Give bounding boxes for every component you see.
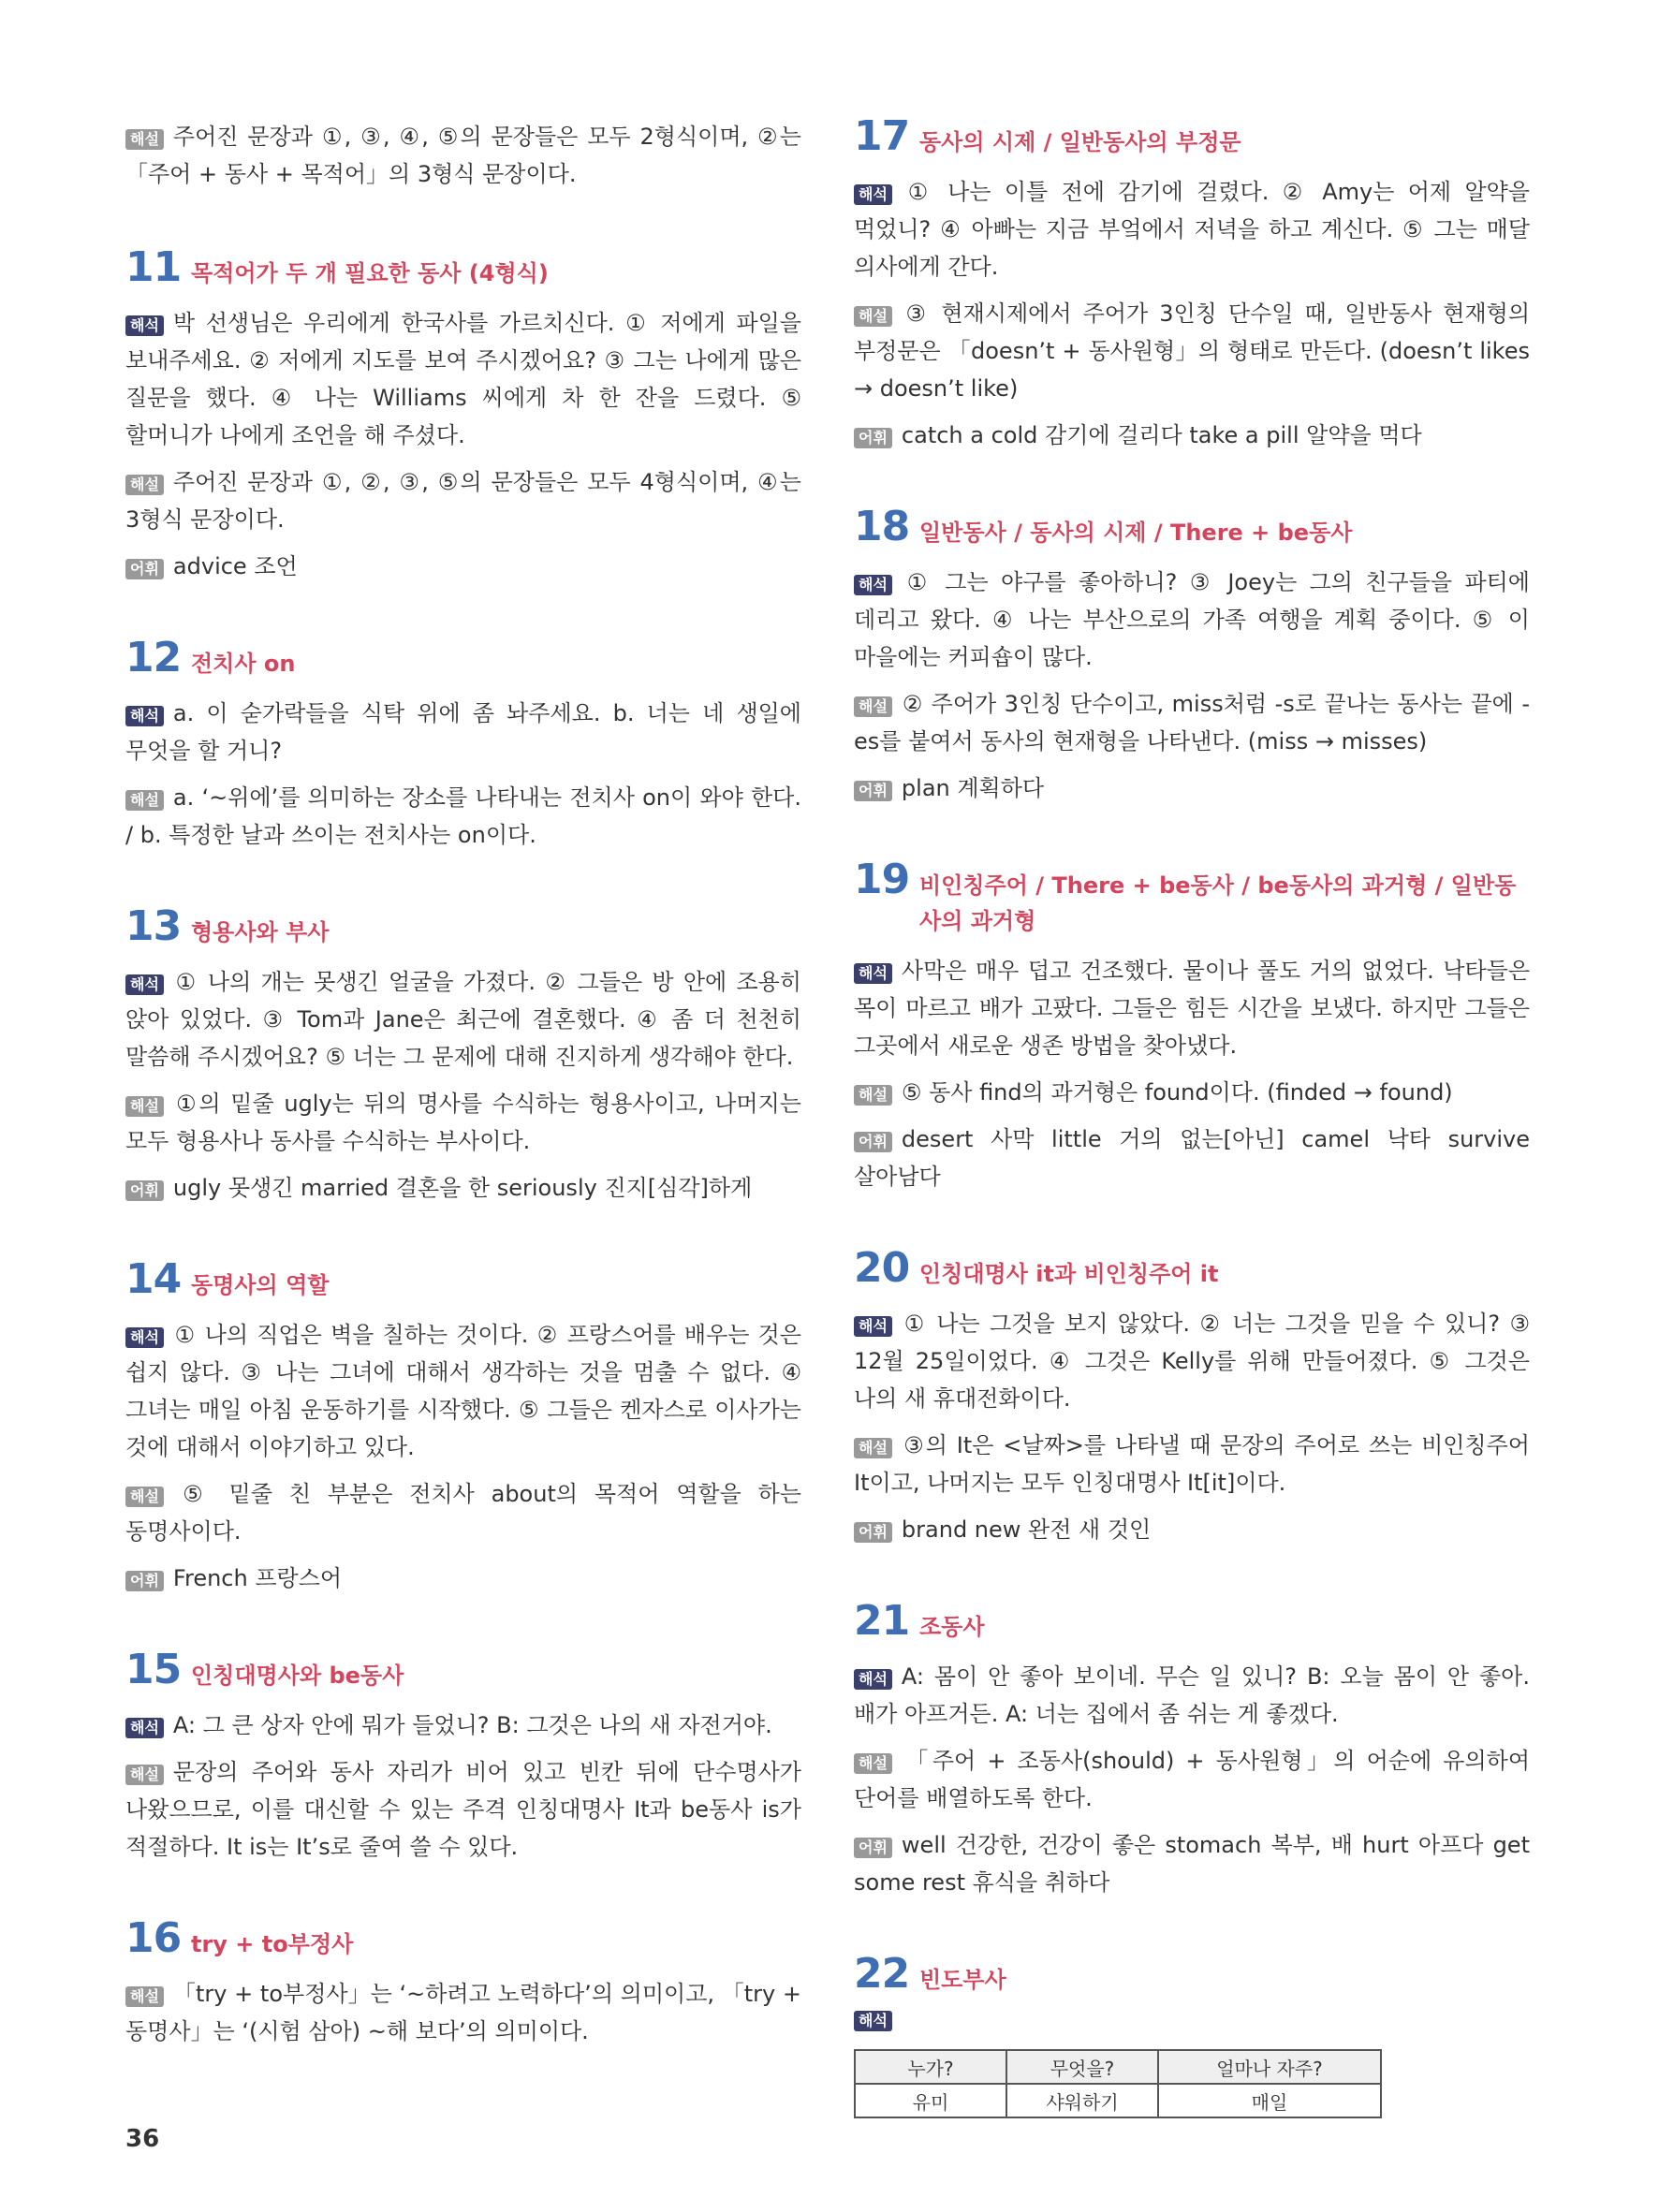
translation: 해석 박 선생님은 우리에게 한국사를 가르치신다. ① 저에게 파일을 보내주세요. ② 저에게 지도를 보여 주시겠어요? ③ 그는 나에게 많은 질문을 했다. ④ 나는 Williams 씨에게 차 한 잔을 드렸다. ⑤ 할머니가 나에게 조언을 해 주셨다. [125, 310, 801, 448]
translation [854, 2011, 1530, 2032]
question-number: 16 [125, 1914, 182, 1962]
section-title: 빈도부사 [919, 1967, 1006, 1993]
frequency-table [854, 2049, 1382, 2118]
section-header [854, 503, 1530, 550]
tag-haeseok: 해석 [125, 1718, 164, 1738]
translation: 해석 ① 나는 이틀 전에 감기에 걸렸다. ② Amy는 어제 알약을 먹었니? ④ 아빠는 지금 부엌에서 저녁을 하고 계신다. ⑤ 그는 매달 의사에게 간다. [854, 179, 1530, 280]
section-19 [854, 856, 1530, 1195]
vocabulary: 어휘 French 프랑스어 [125, 1560, 801, 1597]
explanation: 해설 ⑤ 동사 find의 과거형은 found이다. (finded → found) [854, 1074, 1530, 1111]
tag-eohwi: 어휘 [125, 559, 164, 579]
tag-haeseol: 해설 [854, 306, 892, 327]
explanation: 해설 「주어 + 조동사(should) + 동사원형」의 어순에 유의하여 단어를 배열하도록 한다. [854, 1748, 1530, 1811]
tag-haeseok: 해석 [854, 184, 892, 205]
vocabulary: 어휘 ugly 못생긴 married 결혼을 한 seriously 진지[심각]하게 [125, 1169, 801, 1207]
table-cell: 유미 [855, 2084, 1006, 2117]
tag-haeseol: 해설 [125, 1986, 164, 2007]
section-title: 동사의 시제 / 일반동사의 부정문 [919, 129, 1241, 155]
table-row [855, 2084, 1381, 2117]
explanation: 해설 a. ‘~위에’를 의미하는 장소를 나타내는 전치사 on이 와야 한다. / b. 특정한 날과 쓰이는 전치사는 on이다. [125, 784, 801, 848]
section-header [125, 634, 801, 681]
tag-haeseol: 해설 [125, 790, 164, 811]
tag-eohwi: 어휘 [854, 1132, 892, 1152]
section-11 [125, 243, 801, 585]
section-20 [854, 1244, 1530, 1548]
section-22 [854, 1950, 1530, 2118]
explanation: 해설 주어진 문장과 ①, ②, ③, ⑤의 문장들은 모두 4형식이며, ④는 3형식 문장이다. [125, 469, 801, 533]
section-12 [125, 634, 801, 854]
translation: 해석 a. 이 숟가락들을 식탁 위에 좀 놔주세요. b. 너는 네 생일에 무엇을 할 거니? [125, 700, 801, 764]
section-10-continued [125, 118, 801, 193]
table-header: 얼마나 자주? [1158, 2050, 1381, 2084]
tag-haeseok: 해석 [854, 1669, 892, 1690]
vocabulary: 어휘 well 건강한, 건강이 좋은 stomach 복부, 배 hurt 아프다 get some rest 휴식을 취하다 [854, 1832, 1530, 1896]
explanation: 해설 ③의 It은 <날짜>를 나타낼 때 문장의 주어로 쓰는 비인칭주어 It이고, 나머지는 모두 인칭대명사 It[it]이다. [854, 1432, 1530, 1496]
tag-haeseok: 해석 [854, 2011, 892, 2031]
section-16 [125, 1914, 801, 2050]
section-21 [854, 1597, 1530, 1901]
section-header [854, 1244, 1530, 1292]
right-column [854, 112, 1530, 2171]
explanation: 해설 ⑤ 밑줄 친 부분은 전치사 about의 목적어 역할을 하는 동명사이다. [125, 1481, 801, 1545]
section-header [125, 1646, 801, 1693]
tag-haeseok: 해석 [125, 974, 164, 995]
table-header: 누가? [855, 2050, 1006, 2084]
section-header [125, 1255, 801, 1303]
tag-haeseok: 해석 [854, 1316, 892, 1337]
tag-haeseol: 해설 [125, 1096, 164, 1117]
section-13 [125, 902, 801, 1207]
section-15 [125, 1646, 801, 1866]
section-header [125, 1914, 801, 1962]
explanation: 해설 ② 주어가 3인칭 단수이고, miss처럼 -s로 끝나는 동사는 끝에 -es를 붙여서 동사의 현재형을 나타낸다. (miss → misses) [854, 691, 1530, 754]
tag-eohwi: 어휘 [125, 1180, 164, 1201]
tag-haeseol: 해설 [854, 1753, 892, 1774]
translation: 해석 A: 그 큰 상자 안에 뭐가 들었니? B: 그것은 나의 새 자전거야. [125, 1707, 801, 1744]
explanation: 해설 「try + to부정사」는 ‘~하려고 노력하다’의 의미이고, 「try + 동명사」는 ‘(시험 삼아) ~해 보다’의 의미이다. [125, 1981, 801, 2044]
table-cell: 샤워하기 [1006, 2084, 1158, 2117]
question-number: 11 [125, 243, 182, 291]
explanation: 해설 ③ 현재시제에서 주어가 3인칭 단수일 때, 일반동사 현재형의 부정문은 「doesn’t + 동사원형」의 형태로 만든다. (doesn’t likes → doesn’t like) [854, 300, 1530, 402]
table-header: 무엇을? [1006, 2050, 1158, 2084]
question-number: 14 [125, 1255, 182, 1303]
question-number: 20 [854, 1244, 910, 1292]
section-title: try + to부정사 [191, 1931, 354, 1957]
translation: 해석 ① 나의 직업은 벽을 칠하는 것이다. ② 프랑스어를 배우는 것은 쉽지 않다. ③ 나는 그녀에 대해서 생각하는 것을 멈출 수 없다. ④ 그녀는 매일 아침 운동하기를 시작했다. ⑤ 그들은 켄자스로 이사가는 것에 대해서 이야기하고 있다. [125, 1322, 801, 1460]
translation: 해석 ① 나는 그것을 보지 않았다. ② 너는 그것을 믿을 수 있니? ③ 12월 25일이었다. ④ 그것은 Kelly를 위해 만들어졌다. ⑤ 그것은 나의 새 휴대전화이다. [854, 1311, 1530, 1412]
tag-haeseol: 해설 [854, 1085, 892, 1106]
question-number: 17 [854, 112, 910, 160]
explanation: 해설 문장의 주어와 동사 자리가 비어 있고 빈칸 뒤에 단수명사가 나왔으므로, 이를 대신할 수 있는 주격 인칭대명사 It과 be동사 is가 적절하다. It is는 It’s로 줄여 쓸 수 있다. [125, 1759, 801, 1860]
tag-eohwi: 어휘 [854, 1838, 892, 1858]
tag-haeseok: 해석 [854, 575, 892, 595]
section-title: 목적어가 두 개 필요한 동사 (4형식) [191, 260, 549, 286]
vocabulary: 어휘 advice 조언 [125, 548, 801, 585]
explanation: 해설 ①의 밑줄 ugly는 뒤의 명사를 수식하는 형용사이고, 나머지는 모두 형용사나 동사를 수식하는 부사이다. [125, 1091, 801, 1154]
translation: 해석 사막은 매우 덥고 건조했다. 물이나 풀도 거의 없었다. 낙타들은 목이 마르고 배가 고팠다. 그들은 힘든 시간을 보냈다. 하지만 그들은 그곳에서 새로운 생존 방법을 찾아냈다. [854, 958, 1530, 1059]
left-column [125, 118, 801, 2102]
page-number: 36 [125, 2125, 160, 2153]
tag-haeseol: 해설 [125, 129, 164, 150]
tag-haeseok: 해석 [125, 706, 164, 726]
section-title: 인칭대명사와 be동사 [191, 1663, 404, 1689]
vocabulary: 어휘 desert 사막 little 거의 없는[아닌] camel 낙타 survive 살아남다 [854, 1126, 1530, 1190]
section-title: 동명사의 역할 [191, 1272, 330, 1298]
tag-haeseol: 해설 [854, 696, 892, 717]
tag-eohwi: 어휘 [854, 781, 892, 801]
section-title: 형용사와 부사 [191, 919, 330, 945]
section-header [854, 112, 1530, 160]
tag-haeseol: 해설 [854, 1438, 892, 1458]
section-title: 인칭대명사 it과 비인칭주어 it [919, 1261, 1219, 1287]
section-18 [854, 503, 1530, 807]
question-number: 22 [854, 1950, 910, 1998]
tag-haeseol: 해설 [125, 1765, 164, 1785]
section-title: 비인칭주어 / There + be동사 / be동사의 과거형 / 일반동사의 과거형 [919, 872, 1517, 934]
section-header [125, 902, 801, 950]
section-header [854, 1950, 1530, 1998]
question-number: 15 [125, 1646, 182, 1693]
tag-haeseok: 해석 [854, 963, 892, 984]
section-header [125, 243, 801, 291]
section-17 [854, 112, 1530, 454]
tag-eohwi: 어휘 [125, 1571, 164, 1591]
section-header [854, 856, 1530, 939]
tag-eohwi: 어휘 [854, 1522, 892, 1543]
question-number: 19 [854, 856, 910, 903]
tag-haeseol: 해설 [125, 1487, 164, 1507]
tag-haeseol: 해설 [125, 475, 164, 495]
section-title: 일반동사 / 동사의 시제 / There + be동사 [919, 520, 1353, 546]
translation: 해석 A: 몸이 안 좋아 보이네. 무슨 일 있니? B: 오늘 몸이 안 좋아. 배가 아프거든. A: 너는 집에서 좀 쉬는 게 좋겠다. [854, 1663, 1530, 1727]
vocabulary: 어휘 plan 계획하다 [854, 769, 1530, 807]
question-number: 12 [125, 634, 182, 681]
explanation: 해설 주어진 문장과 ①, ③, ④, ⑤의 문장들은 모두 2형식이며, ②는 「주어 + 동사 + 목적어」의 3형식 문장이다. [125, 124, 801, 187]
question-number: 13 [125, 902, 182, 950]
table-cell: 매일 [1158, 2084, 1381, 2117]
section-header [854, 1597, 1530, 1645]
question-number: 21 [854, 1597, 910, 1645]
vocabulary: 어휘 brand new 완전 새 것인 [854, 1511, 1530, 1548]
table-header-row [855, 2050, 1381, 2084]
section-title: 조동사 [919, 1614, 985, 1640]
section-14 [125, 1255, 801, 1597]
question-number: 18 [854, 503, 910, 550]
translation: 해석 ① 나의 개는 못생긴 얼굴을 가졌다. ② 그들은 방 안에 조용히 앉아 있었다. ③ Tom과 Jane은 최근에 결혼했다. ④ 좀 더 천천히 말씀해 주시겠어요? ⑤ 너는 그 문제에 대해 진지하게 생각해야 한다. [125, 969, 801, 1070]
section-title: 전치사 on [191, 651, 296, 677]
vocabulary: 어휘 catch a cold 감기에 걸리다 take a pill 알약을 먹다 [854, 417, 1530, 454]
translation: 해석 ① 그는 야구를 좋아하니? ③ Joey는 그의 친구들을 파티에 데리고 왔다. ④ 나는 부산으로의 가족 여행을 계획 중이다. ⑤ 이 마을에는 커피숍이 많다. [854, 569, 1530, 670]
tag-eohwi: 어휘 [854, 428, 892, 448]
tag-haeseok: 해석 [125, 315, 164, 336]
tag-haeseok: 해석 [125, 1327, 164, 1348]
